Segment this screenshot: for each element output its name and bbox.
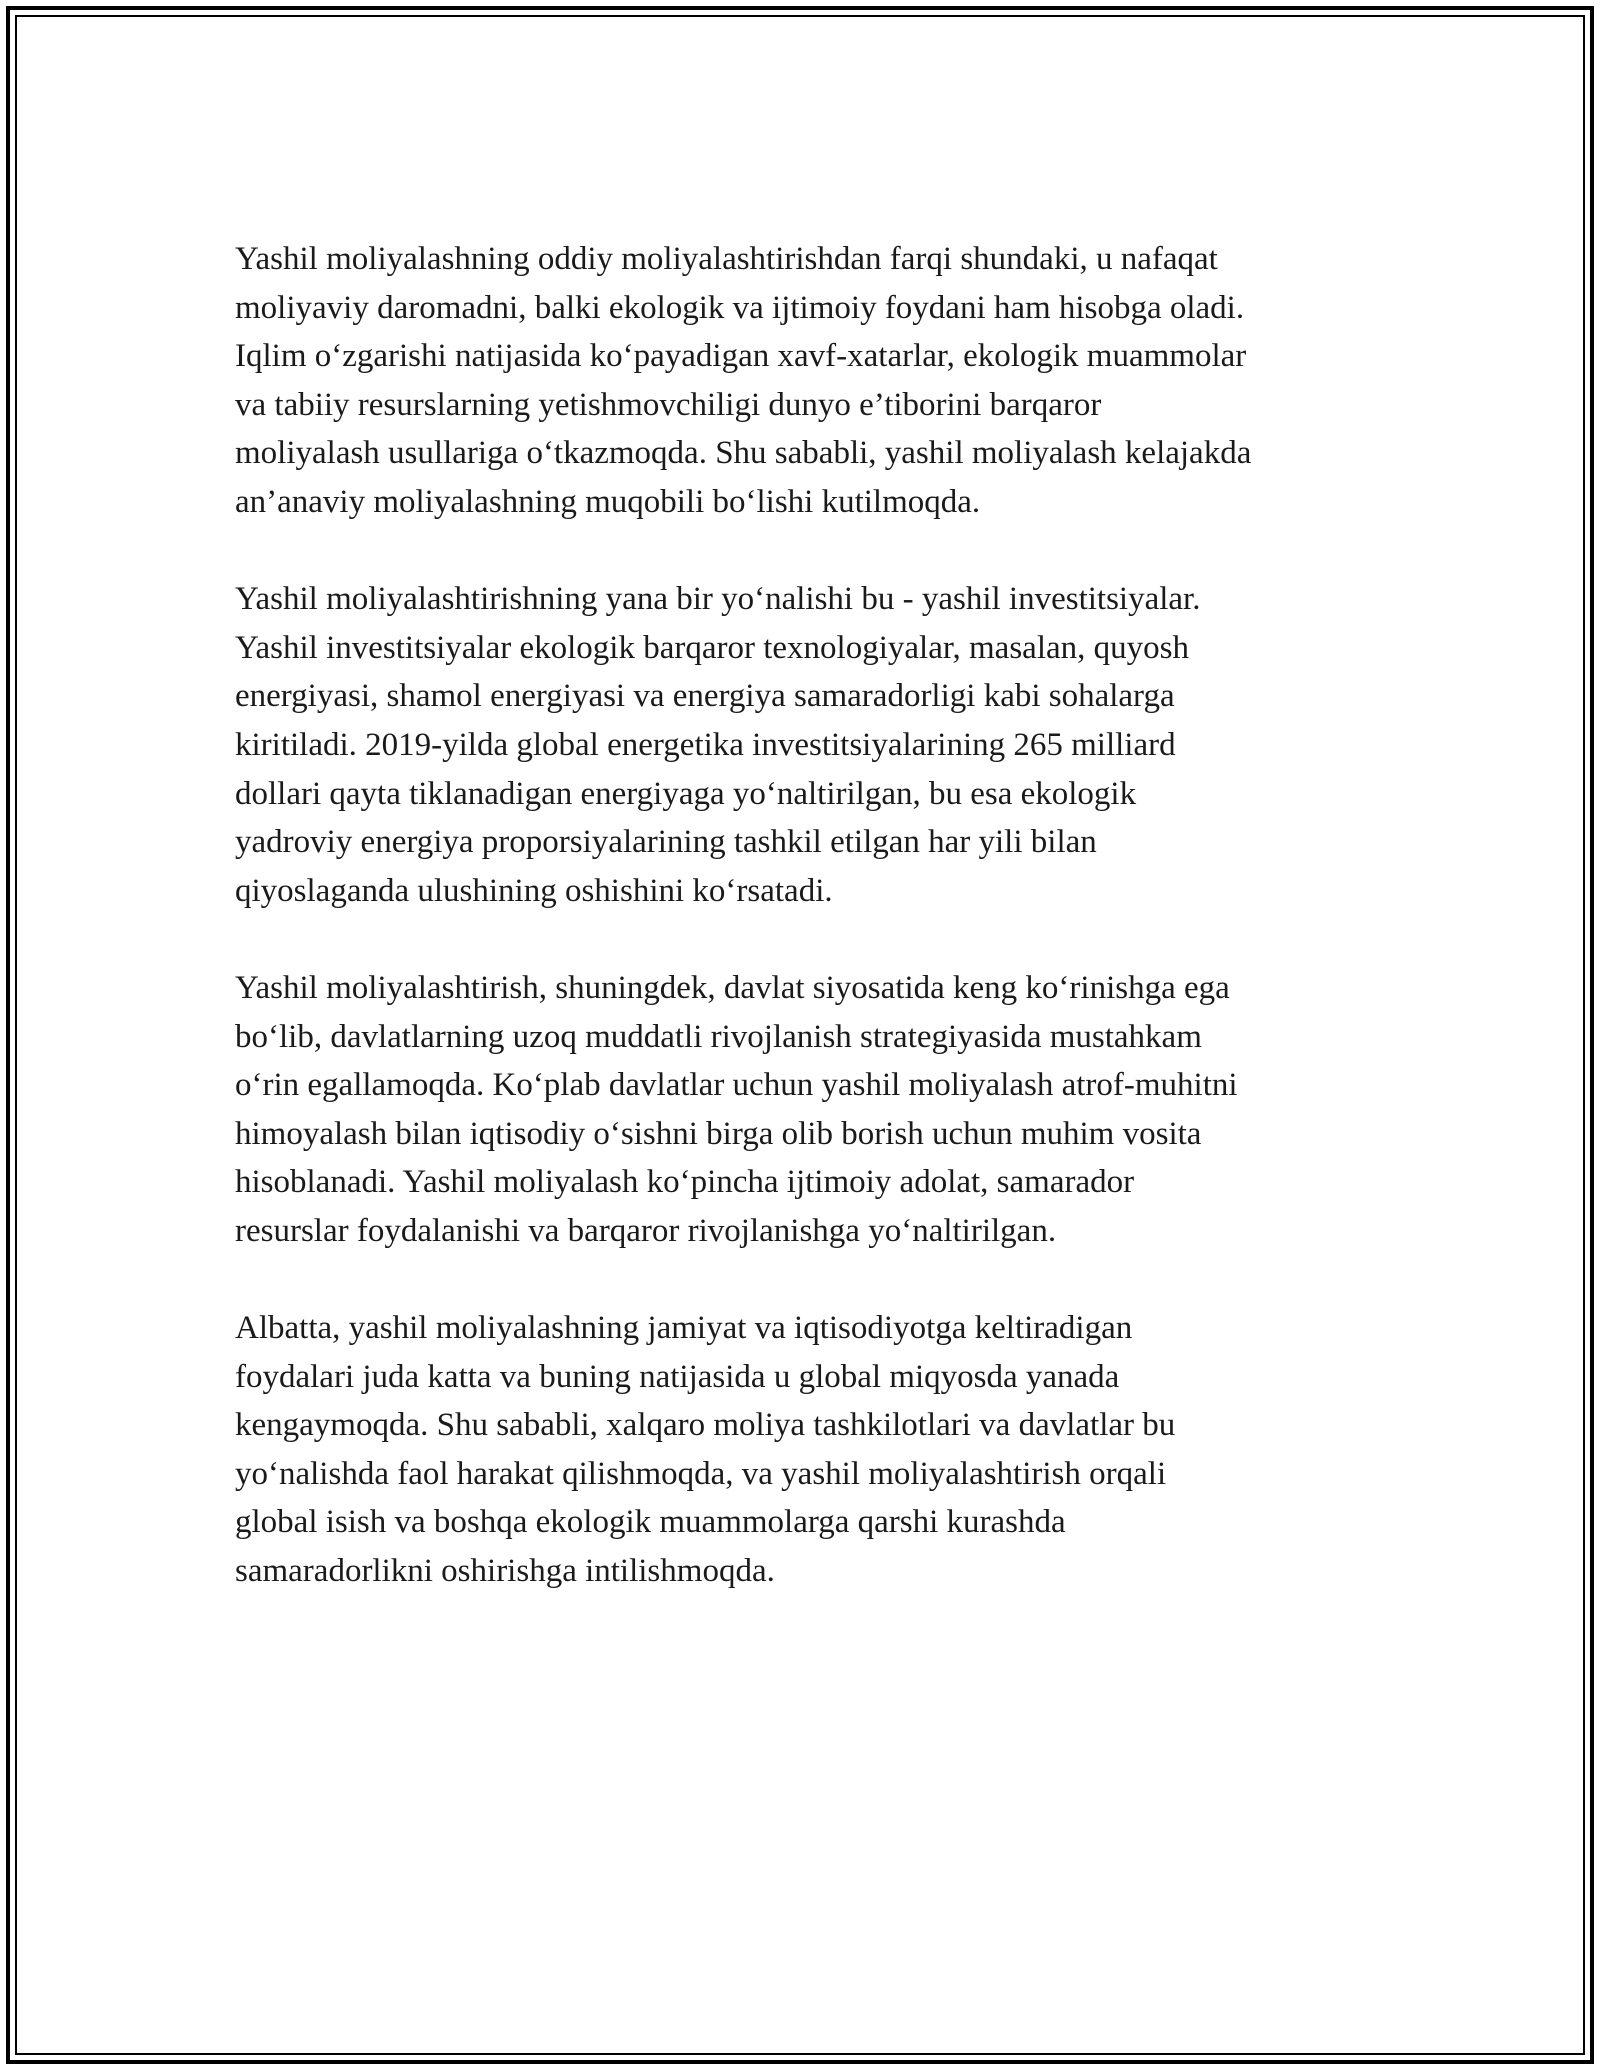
text-line: yo‘nalishda faol harakat qilishmoqda, va yashil moliyalashtirish orqali (235, 1455, 1167, 1492)
text-line: an’anaviy moliyalashning muqobili bo‘lishi kutilmoqda. (235, 483, 981, 520)
text-line: himoyalash bilan iqtisodiy o‘sishni birga olib borish uchun muhim vosita (235, 1115, 1202, 1152)
text-line: moliyaviy daromadni, balki ekologik va ijtimoiy foydani ham hisobga oladi. (235, 289, 1245, 326)
text-line: foydalari juda katta va buning natijasida u global miqyosda yanada (235, 1358, 1120, 1395)
text-line: Yashil investitsiyalar ekologik barqaror texnologiyalar, masalan, quyosh (235, 629, 1189, 666)
text-line: energiyasi, shamol energiyasi va energiya samaradorligi kabi sohalarga (235, 678, 1175, 715)
text-line: samaradorlikni oshirishga intilishmoqda. (235, 1553, 775, 1590)
text-line: o‘rin egallamoqda. Ko‘plab davlatlar uchun yashil moliyalash atrof-muhitni (235, 1067, 1238, 1104)
paragraph-3 (235, 964, 1395, 1256)
document-body (235, 235, 1395, 1644)
text-line: kiritiladi. 2019-yilda global energetika investitsiyalarining 265 milliard (235, 726, 1176, 763)
text-line: Yashil moliyalashtirishning yana bir yo‘nalishi bu - yashil investitsiyalar. (235, 581, 1201, 618)
text-line: Yashil moliyalashtirish, shuningdek, davlat siyosatida keng ko‘rinishga ega (235, 969, 1230, 1006)
text-line: Albatta, yashil moliyalashning jamiyat va iqtisodiyotga keltiradigan (235, 1310, 1133, 1347)
text-line: Yashil moliyalashning oddiy moliyalashtirishdan farqi shundaki, u nafaqat (235, 241, 1218, 277)
text-line: yadroviy energiya proporsiyalarining tashkil etilgan har yili bilan (235, 824, 1097, 861)
text-line: bo‘lib, davlatlarning uzoq muddatli rivojlanish strategiyasida mustahkam (235, 1018, 1202, 1055)
paragraph-1 (235, 235, 1395, 527)
text-line: kengaymoqda. Shu sababli, xalqaro moliya tashkilotlari va davlatlar bu (235, 1407, 1176, 1444)
text-line: va tabiiy resurslarning yetishmovchiligi dunyo e’tiborini barqaror (235, 386, 1102, 423)
text-line: dollari qayta tiklanadigan energiyaga yo‘naltirilgan, bu esa ekologik (235, 775, 1137, 812)
text-line: qiyoslaganda ulushining oshishini ko‘rsatadi. (235, 872, 833, 909)
text-line: resurslar foydalanishi va barqaror rivojlanishga yo‘naltirilgan. (235, 1212, 1057, 1249)
text-line: Iqlim o‘zgarishi natijasida ko‘payadigan xavf-xatarlar, ekologik muammolar (235, 338, 1247, 375)
paragraph-4 (235, 1304, 1395, 1596)
text-line: global isish va boshqa ekologik muammolarga qarshi kurashda (235, 1504, 1066, 1541)
paragraph-2 (235, 575, 1395, 915)
text-line: moliyalash usullariga o‘tkazmoqda. Shu sababli, yashil moliyalash kelajakda (235, 435, 1252, 472)
text-line: hisoblanadi. Yashil moliyalash ko‘pincha ijtimoiy adolat, samarador (235, 1164, 1135, 1201)
